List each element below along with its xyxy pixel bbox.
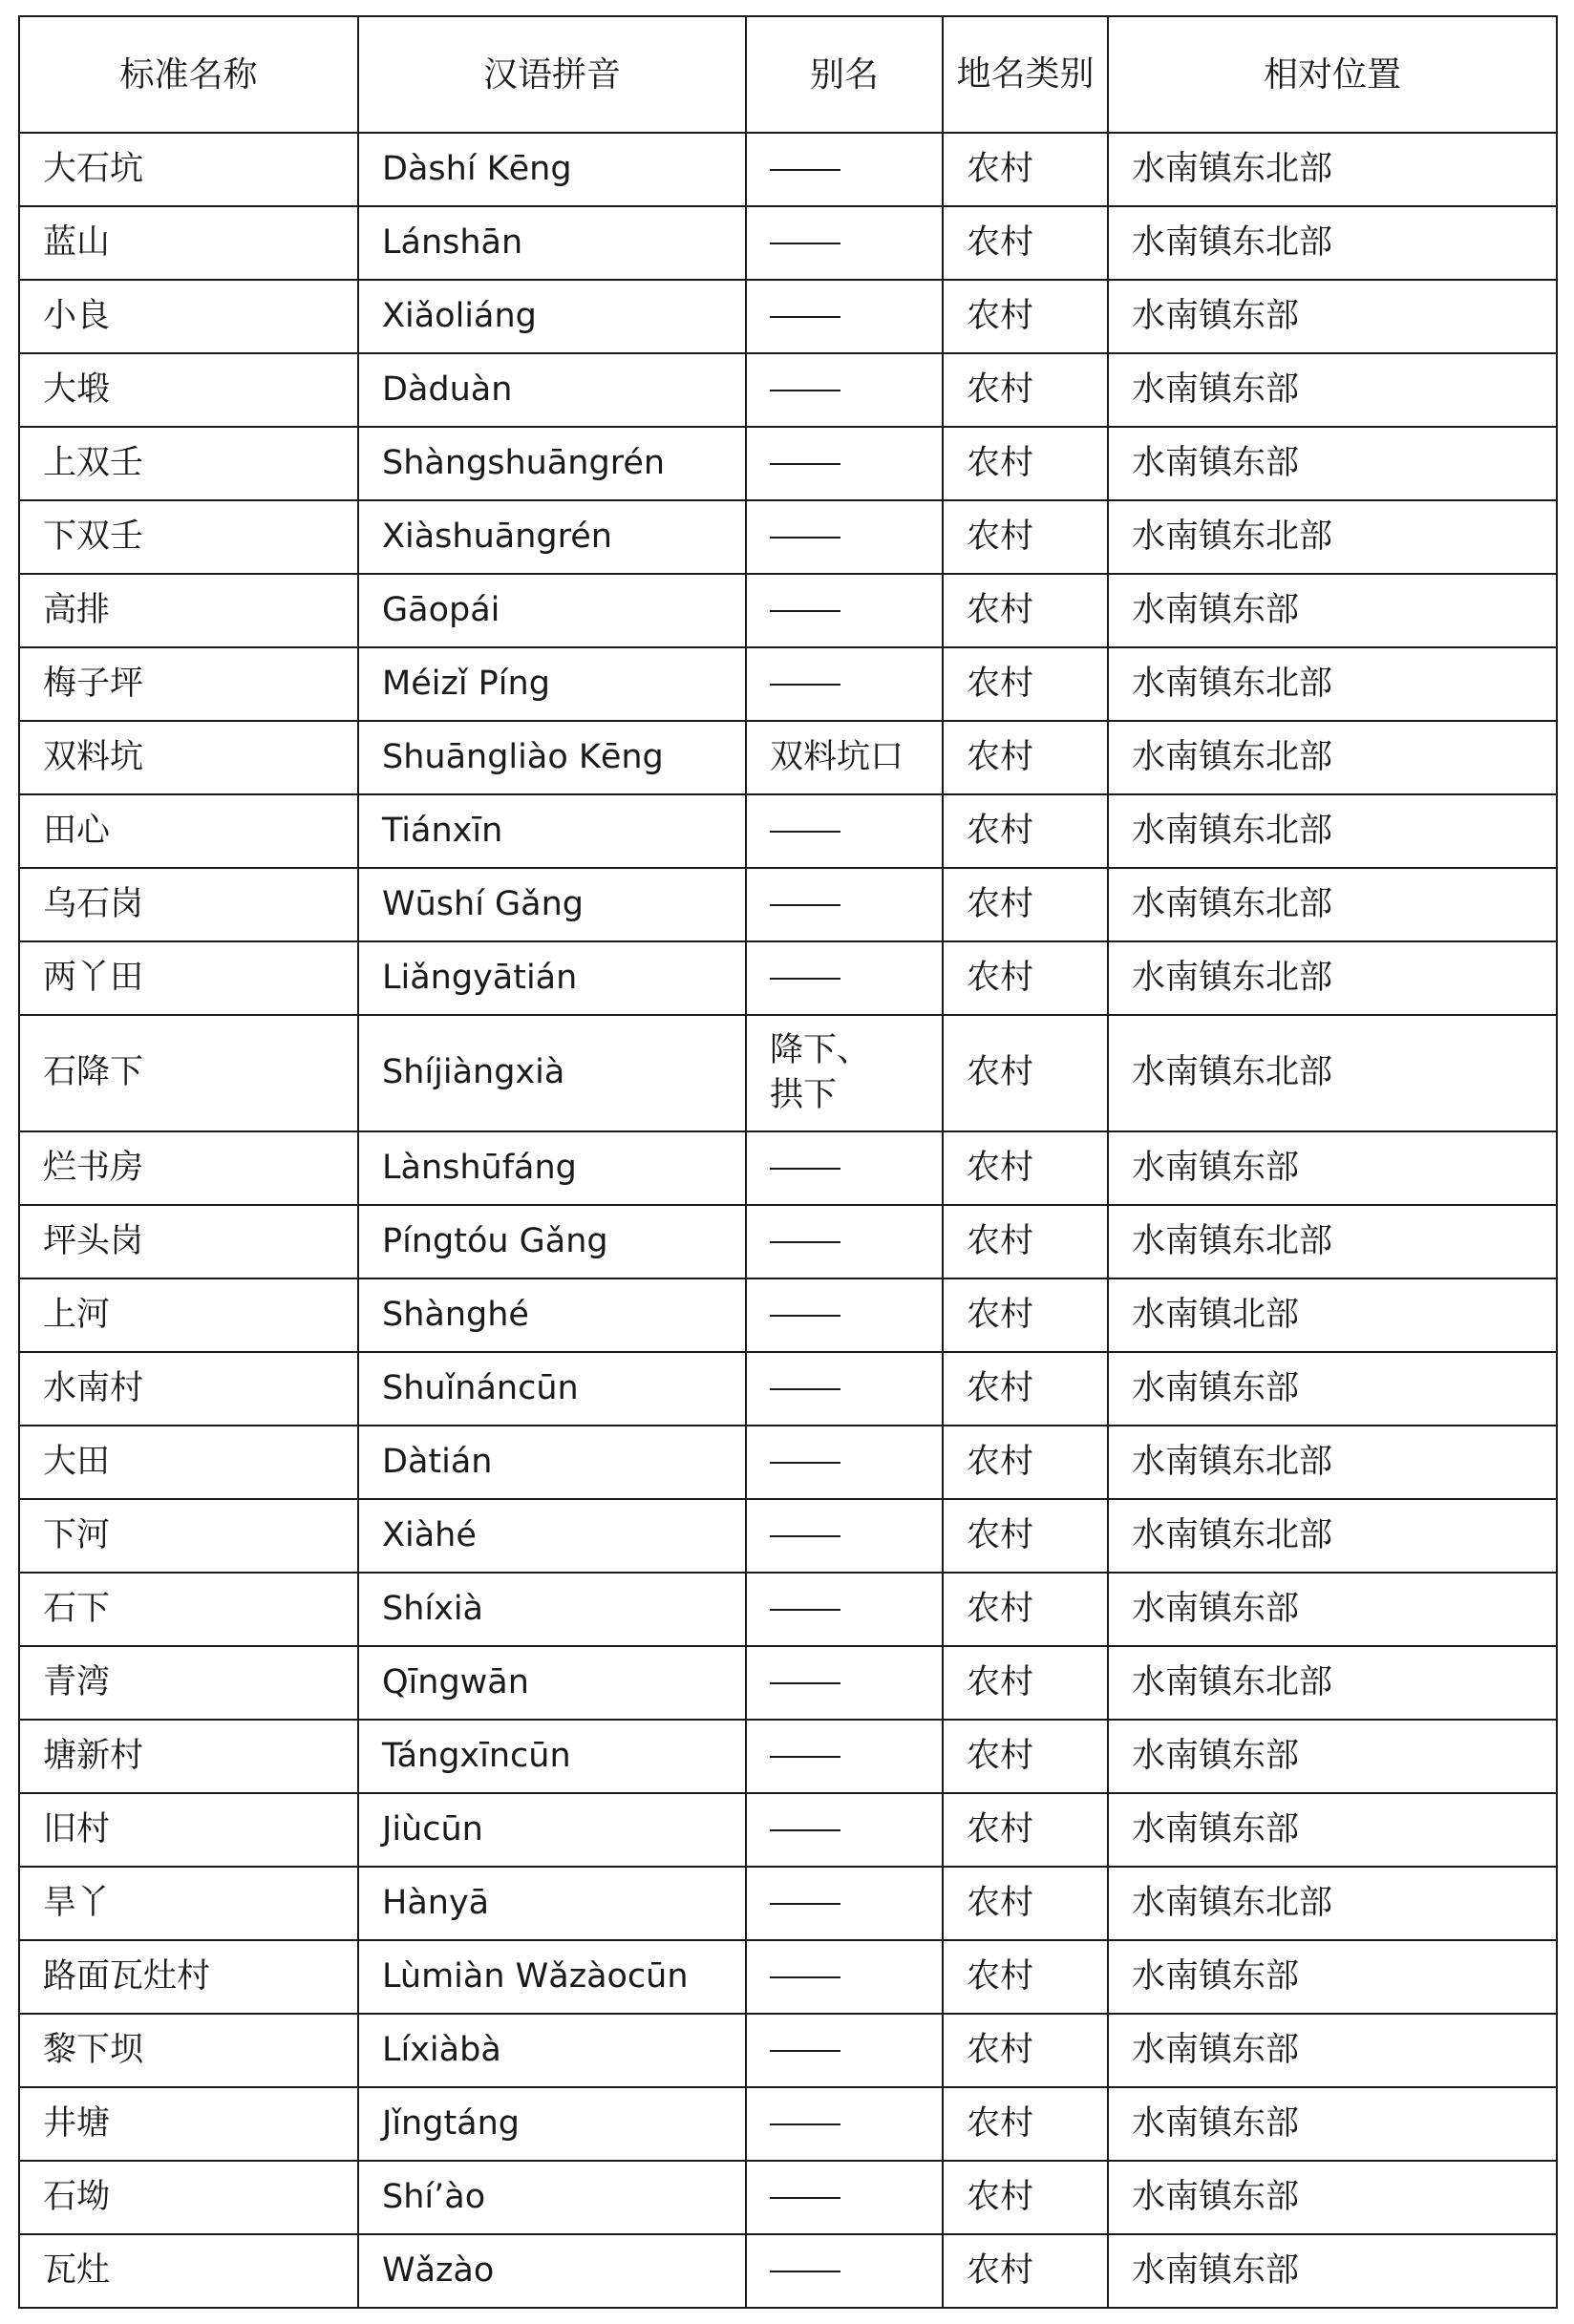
cell-relative-location: 水南镇东北部 — [1108, 868, 1557, 941]
empty-alias-dash — [770, 1609, 840, 1611]
table-row — [19, 1205, 1557, 1278]
cell-place-type: 农村 — [943, 1793, 1108, 1867]
cell-standard-name: 石坳 — [19, 2161, 358, 2234]
empty-alias-dash — [770, 243, 840, 244]
cell-place-type: 农村 — [943, 427, 1108, 500]
cell-alias — [746, 1352, 943, 1426]
table-row — [19, 280, 1557, 353]
cell-place-type: 农村 — [943, 1867, 1108, 1940]
table-row — [19, 1426, 1557, 1499]
cell-alias — [746, 133, 943, 206]
cell-relative-location: 水南镇东北部 — [1108, 1646, 1557, 1720]
cell-standard-name: 田心 — [19, 794, 358, 868]
cell-pinyin: Xiàshuāngrén — [358, 500, 746, 574]
table-row — [19, 2161, 1557, 2234]
cell-place-type: 农村 — [943, 1646, 1108, 1720]
cell-pinyin: Liǎngyātián — [358, 941, 746, 1015]
cell-relative-location: 水南镇东部 — [1108, 2234, 1557, 2308]
cell-relative-location: 水南镇东部 — [1108, 427, 1557, 500]
cell-relative-location: 水南镇东部 — [1108, 2087, 1557, 2161]
cell-standard-name: 乌石岗 — [19, 868, 358, 941]
table-row — [19, 1573, 1557, 1646]
table-row — [19, 574, 1557, 647]
empty-alias-dash — [770, 978, 840, 980]
cell-relative-location: 水南镇东北部 — [1108, 1426, 1557, 1499]
cell-alias — [746, 280, 943, 353]
cell-pinyin: Lánshān — [358, 206, 746, 280]
cell-relative-location: 水南镇东北部 — [1108, 206, 1557, 280]
cell-relative-location: 水南镇北部 — [1108, 1278, 1557, 1352]
cell-relative-location: 水南镇东部 — [1108, 1940, 1557, 2014]
empty-alias-dash — [770, 1168, 840, 1170]
empty-alias-dash — [770, 1756, 840, 1758]
cell-pinyin: Shuāngliào Kēng — [358, 721, 746, 794]
cell-pinyin: Píngtóu Gǎng — [358, 1205, 746, 1278]
cell-place-type: 农村 — [943, 2087, 1108, 2161]
cell-alias — [746, 1867, 943, 1940]
empty-alias-dash — [770, 316, 840, 318]
cell-relative-location: 水南镇东部 — [1108, 2161, 1557, 2234]
cell-standard-name: 青湾 — [19, 1646, 358, 1720]
cell-pinyin: Qīngwān — [358, 1646, 746, 1720]
cell-standard-name: 石下 — [19, 1573, 358, 1646]
cell-relative-location: 水南镇东北部 — [1108, 1499, 1557, 1573]
cell-alias — [746, 868, 943, 941]
cell-alias — [746, 2014, 943, 2087]
cell-pinyin: Tángxīncūn — [358, 1720, 746, 1793]
cell-place-type: 农村 — [943, 1720, 1108, 1793]
cell-alias — [746, 1426, 943, 1499]
cell-alias — [746, 1205, 943, 1278]
cell-standard-name: 瓦灶 — [19, 2234, 358, 2308]
cell-place-type: 农村 — [943, 1499, 1108, 1573]
empty-alias-dash — [770, 684, 840, 686]
cell-standard-name: 大石坑 — [19, 133, 358, 206]
cell-pinyin: Lùmiàn Wǎzàocūn — [358, 1940, 746, 2014]
cell-place-type: 农村 — [943, 133, 1108, 206]
empty-alias-dash — [770, 390, 840, 391]
cell-standard-name: 旧村 — [19, 1793, 358, 1867]
cell-place-type: 农村 — [943, 1940, 1108, 2014]
empty-alias-dash — [770, 2197, 840, 2199]
empty-alias-dash — [770, 1462, 840, 1464]
cell-pinyin: Shànghé — [358, 1278, 746, 1352]
cell-standard-name: 两丫田 — [19, 941, 358, 1015]
cell-standard-name: 坪头岗 — [19, 1205, 358, 1278]
cell-standard-name: 上双壬 — [19, 427, 358, 500]
cell-relative-location: 水南镇东部 — [1108, 353, 1557, 427]
cell-standard-name: 下双壬 — [19, 500, 358, 574]
empty-alias-dash — [770, 610, 840, 612]
empty-alias-dash — [770, 169, 840, 171]
cell-pinyin: Shuǐnáncūn — [358, 1352, 746, 1426]
cell-alias — [746, 1573, 943, 1646]
header-standard-name: 标准名称 — [19, 16, 358, 133]
cell-pinyin: Hànyā — [358, 1867, 746, 1940]
table-header-row — [19, 16, 1557, 133]
table-row — [19, 2014, 1557, 2087]
table-row — [19, 1015, 1557, 1131]
cell-pinyin: Xiàhé — [358, 1499, 746, 1573]
cell-place-type: 农村 — [943, 647, 1108, 721]
cell-pinyin: Méizǐ Píng — [358, 647, 746, 721]
cell-alias — [746, 500, 943, 574]
cell-standard-name: 高排 — [19, 574, 358, 647]
cell-alias — [746, 206, 943, 280]
cell-place-type: 农村 — [943, 2161, 1108, 2234]
cell-place-type: 农村 — [943, 721, 1108, 794]
cell-alias — [746, 2087, 943, 2161]
cell-relative-location: 水南镇东部 — [1108, 1131, 1557, 1205]
cell-pinyin: Shàngshuāngrén — [358, 427, 746, 500]
cell-place-type: 农村 — [943, 794, 1108, 868]
cell-standard-name: 塘新村 — [19, 1720, 358, 1793]
cell-pinyin: Xiǎoliáng — [358, 280, 746, 353]
table-row — [19, 1793, 1557, 1867]
alias-text: 双料坑口 — [770, 737, 904, 776]
cell-standard-name: 井塘 — [19, 2087, 358, 2161]
cell-standard-name: 大田 — [19, 1426, 358, 1499]
cell-standard-name: 路面瓦灶村 — [19, 1940, 358, 2014]
empty-alias-dash — [770, 1903, 840, 1905]
cell-standard-name: 石降下 — [19, 1015, 358, 1131]
empty-alias-dash — [770, 2271, 840, 2272]
cell-relative-location: 水南镇东北部 — [1108, 794, 1557, 868]
table-row — [19, 133, 1557, 206]
cell-alias — [746, 1720, 943, 1793]
empty-alias-dash — [770, 1241, 840, 1243]
cell-pinyin: Shí’ào — [358, 2161, 746, 2234]
cell-alias — [746, 1278, 943, 1352]
cell-place-type: 农村 — [943, 1131, 1108, 1205]
table-row — [19, 941, 1557, 1015]
cell-relative-location: 水南镇东部 — [1108, 280, 1557, 353]
cell-relative-location: 水南镇东北部 — [1108, 1205, 1557, 1278]
cell-pinyin: Dàshí Kēng — [358, 133, 746, 206]
cell-place-type: 农村 — [943, 868, 1108, 941]
cell-standard-name: 梅子坪 — [19, 647, 358, 721]
cell-standard-name: 烂书房 — [19, 1131, 358, 1205]
empty-alias-dash — [770, 2123, 840, 2125]
table-row — [19, 721, 1557, 794]
cell-relative-location: 水南镇东部 — [1108, 1720, 1557, 1793]
cell-pinyin: Dàtián — [358, 1426, 746, 1499]
cell-place-type: 农村 — [943, 1205, 1108, 1278]
cell-pinyin: Jǐngtáng — [358, 2087, 746, 2161]
cell-place-type: 农村 — [943, 1352, 1108, 1426]
cell-pinyin: Jiùcūn — [358, 1793, 746, 1867]
cell-pinyin: Tiánxīn — [358, 794, 746, 868]
table-row — [19, 1867, 1557, 1940]
header-relative-location: 相对位置 — [1108, 16, 1557, 133]
empty-alias-dash — [770, 1829, 840, 1831]
cell-alias — [746, 2161, 943, 2234]
cell-alias — [746, 574, 943, 647]
cell-pinyin: Wǎzào — [358, 2234, 746, 2308]
cell-relative-location: 水南镇东北部 — [1108, 941, 1557, 1015]
table-row — [19, 1352, 1557, 1426]
table-row — [19, 500, 1557, 574]
table-row — [19, 647, 1557, 721]
cell-place-type: 农村 — [943, 574, 1108, 647]
cell-alias — [746, 353, 943, 427]
cell-standard-name: 上河 — [19, 1278, 358, 1352]
table-row — [19, 1278, 1557, 1352]
table-row — [19, 868, 1557, 941]
cell-alias — [746, 647, 943, 721]
cell-relative-location: 水南镇东部 — [1108, 1573, 1557, 1646]
cell-relative-location: 水南镇东北部 — [1108, 721, 1557, 794]
table-row — [19, 1646, 1557, 1720]
cell-standard-name: 双料坑 — [19, 721, 358, 794]
cell-alias — [746, 1131, 943, 1205]
header-place-type: 地名类别 — [943, 16, 1108, 133]
cell-place-type: 农村 — [943, 206, 1108, 280]
empty-alias-dash — [770, 1315, 840, 1317]
empty-alias-dash — [770, 831, 840, 833]
empty-alias-dash — [770, 463, 840, 465]
alias-text: 降下、 拱下 — [770, 1030, 871, 1114]
empty-alias-dash — [770, 1682, 840, 1684]
table-row — [19, 1940, 1557, 2014]
cell-place-type: 农村 — [943, 353, 1108, 427]
cell-relative-location: 水南镇东部 — [1108, 1352, 1557, 1426]
cell-standard-name: 大塅 — [19, 353, 358, 427]
cell-alias — [746, 1793, 943, 1867]
cell-relative-location: 水南镇东北部 — [1108, 647, 1557, 721]
cell-standard-name: 水南村 — [19, 1352, 358, 1426]
cell-place-type: 农村 — [943, 500, 1108, 574]
table-body — [19, 133, 1557, 2308]
cell-relative-location: 水南镇东北部 — [1108, 1867, 1557, 1940]
cell-pinyin: Shíjiàngxià — [358, 1015, 746, 1131]
cell-place-type: 农村 — [943, 941, 1108, 1015]
cell-alias — [746, 721, 943, 794]
header-pinyin: 汉语拼音 — [358, 16, 746, 133]
cell-place-type: 农村 — [943, 2014, 1108, 2087]
cell-place-type: 农村 — [943, 1426, 1108, 1499]
empty-alias-dash — [770, 537, 840, 539]
cell-standard-name: 下河 — [19, 1499, 358, 1573]
table-row — [19, 206, 1557, 280]
cell-relative-location: 水南镇东北部 — [1108, 1015, 1557, 1131]
cell-alias — [746, 941, 943, 1015]
empty-alias-dash — [770, 1535, 840, 1537]
empty-alias-dash — [770, 1388, 840, 1390]
table-row — [19, 427, 1557, 500]
cell-alias — [746, 1940, 943, 2014]
cell-pinyin: Wūshí Gǎng — [358, 868, 746, 941]
cell-relative-location: 水南镇东北部 — [1108, 133, 1557, 206]
cell-alias — [746, 427, 943, 500]
empty-alias-dash — [770, 2050, 840, 2052]
cell-relative-location: 水南镇东北部 — [1108, 500, 1557, 574]
empty-alias-dash — [770, 1976, 840, 1978]
cell-pinyin: Shíxià — [358, 1573, 746, 1646]
cell-pinyin: Lànshūfáng — [358, 1131, 746, 1205]
cell-alias — [746, 1499, 943, 1573]
table-row — [19, 1131, 1557, 1205]
header-alias: 别名 — [746, 16, 943, 133]
table-row — [19, 2234, 1557, 2308]
cell-place-type: 农村 — [943, 280, 1108, 353]
place-name-table — [18, 15, 1558, 2309]
cell-standard-name: 黎下坝 — [19, 2014, 358, 2087]
cell-alias — [746, 1015, 943, 1131]
table-row — [19, 1499, 1557, 1573]
cell-relative-location: 水南镇东部 — [1108, 2014, 1557, 2087]
cell-place-type: 农村 — [943, 2234, 1108, 2308]
cell-relative-location: 水南镇东部 — [1108, 1793, 1557, 1867]
empty-alias-dash — [770, 904, 840, 906]
cell-pinyin: Gāopái — [358, 574, 746, 647]
cell-place-type: 农村 — [943, 1015, 1108, 1131]
cell-pinyin: Líxiàbà — [358, 2014, 746, 2087]
cell-pinyin: Dàduàn — [358, 353, 746, 427]
table-row — [19, 2087, 1557, 2161]
cell-standard-name: 小良 — [19, 280, 358, 353]
table-row — [19, 1720, 1557, 1793]
table-row — [19, 353, 1557, 427]
cell-place-type: 农村 — [943, 1278, 1108, 1352]
cell-alias — [746, 794, 943, 868]
cell-standard-name: 蓝山 — [19, 206, 358, 280]
table-row — [19, 794, 1557, 868]
cell-alias — [746, 2234, 943, 2308]
cell-standard-name: 旱丫 — [19, 1867, 358, 1940]
cell-relative-location: 水南镇东部 — [1108, 574, 1557, 647]
cell-alias — [746, 1646, 943, 1720]
cell-place-type: 农村 — [943, 1573, 1108, 1646]
